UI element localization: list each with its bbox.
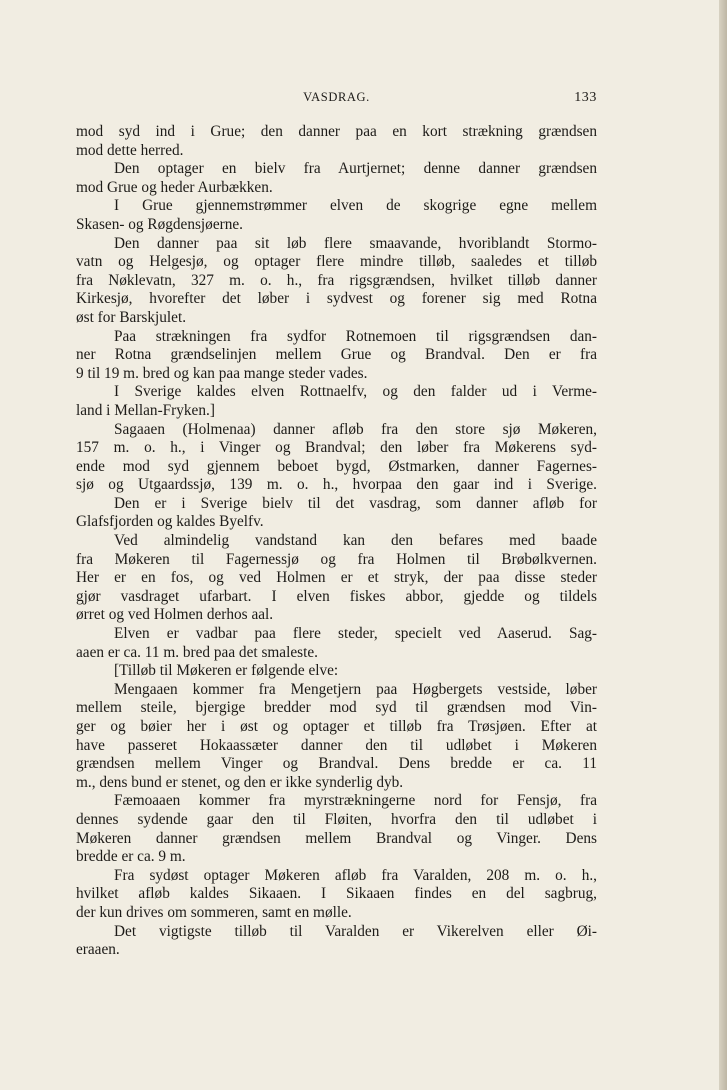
text-line: Den danner paa sit løb flere smaavande, hvoriblandt Stormo-	[114, 234, 597, 252]
text-line: hvilket afløb kaldes Sikaaen. I Sikaaen findes en del sagbrug,	[76, 885, 597, 903]
text-line: ner Rotna grændselinjen mellem Grue og Brandval. Den er fra	[76, 346, 597, 364]
text-line: eraaen.	[76, 941, 120, 959]
text-line: Fra sydøst optager Møkeren afløb fra Varalden, 208 m. o. h.,	[114, 866, 597, 884]
text-line: ger og bøier her i øst og optager et tilløb fra Trøsjøen. Efter at	[76, 718, 597, 735]
text-line: vatn og Helgesjø, og optager flere mindre tilløb, saaledes et tilløb	[76, 253, 597, 271]
text-line: Fæmoaaen kommer fra myrstrækningerne nord for Fensjø, fra	[114, 792, 597, 810]
text-line: Det vigtigste tilløb til Varalden er Vikerelven eller Øi-	[114, 922, 597, 940]
text-line: 157 m. o. h., i Vinger og Brandval; den løber fra Møkerens syd-	[76, 439, 597, 457]
text-line: [Tilløb til Møkeren er følgende elve:	[114, 662, 339, 680]
text-line: øst for Barskjulet.	[76, 308, 187, 326]
text-line: sjø og Utgaardssjø, 139 m. o. h., hvorpaa den gaar ind i Sverige.	[76, 476, 597, 494]
running-title: VASDRAG.	[303, 90, 370, 104]
text-line: mod syd ind i Grue; den danner paa en kort strækning grændsen	[76, 123, 597, 140]
text-line: 9 til 19 m. bred og kan paa mange steder vades.	[76, 364, 368, 382]
text-line: mellem steile, bjergige bredder mod syd til grændsen mod Vin-	[76, 699, 597, 717]
text-line: dennes sydende gaar den til Fløiten, hvorfra den til udløbet i	[76, 810, 597, 828]
text-line: grændsen mellem Vinger og Brandval. Dens bredde er ca. 11	[76, 755, 597, 773]
text-line: I Sverige kaldes elven Rottnaelfv, og den falder ud i Verme-	[114, 383, 597, 401]
text-line: land i Mellan-Fryken.]	[76, 401, 215, 419]
text-line: bredde er ca. 9 m.	[76, 848, 186, 866]
running-header	[76, 90, 597, 108]
text-line: gjør vasdraget ufarbart. I elven fiskes abbor, gjedde og tildels	[76, 587, 597, 605]
page-edge	[719, 0, 727, 1090]
text-line: ende mod syd gjennem beboet bygd, Østmarken, danner Fagernes-	[76, 457, 597, 475]
text-line: ørret og ved Holmen derhos aal.	[76, 606, 274, 624]
text-line: Elven er vadbar paa flere steder, specielt ved Aaserud. Sag-	[114, 625, 597, 643]
text-line: Sagaaen (Holmenaa) danner afløb fra den store sjø Møkeren,	[114, 420, 597, 438]
text-line: Møkeren danner grændsen mellem Brandval og Vinger. Dens	[76, 829, 597, 847]
page-number: 133	[574, 90, 597, 105]
text-line: fra Møkeren til Fagernessjø og fra Holmen til Brøbølkvernen.	[76, 550, 597, 568]
text-line: have passeret Hokaassæter danner den til udløbet i Møkeren	[76, 736, 597, 754]
text-line: Paa strækningen fra sydfor Rotnemoen til rigsgrændsen dan-	[114, 327, 597, 345]
text-line: Den optager en bielv fra Aurtjernet; denne danner grændsen	[114, 160, 597, 178]
text-line: m., dens bund er stenet, og den er ikke synderlig dyb.	[76, 773, 404, 791]
text-line: mod Grue og heder Aurbækken.	[76, 178, 273, 196]
text-line: Mengaaen kommer fra Mengetjern paa Høgbergets vestside, løber	[114, 680, 597, 698]
text-line: der kun drives om sommeren, samt en mølle.	[76, 903, 352, 921]
text-line: Glafsfjorden og kaldes Byelfv.	[76, 513, 264, 531]
text-line: I Grue gjennemstrømmer elven de skogrige egne mellem	[114, 197, 597, 215]
text-line: Den er i Sverige bielv til det vasdrag, som danner afløb for	[114, 494, 597, 512]
text-line: Ved almindelig vandstand kan den befares med baade	[114, 532, 597, 550]
text-line: mod dette herred.	[76, 141, 184, 159]
body-text	[76, 123, 597, 960]
text-line: fra Nøklevatn, 327 m. o. h., fra rigsgrændsen, hvilket tilløb danner	[76, 271, 597, 289]
text-line: Her er en fos, og ved Holmen er et stryk, der paa disse steder	[76, 569, 597, 587]
text-line: Kirkesjø, hvorefter det løber i sydvest og forener sig med Rotna	[76, 290, 597, 308]
text-line: aaen er ca. 11 m. bred paa det smaleste.	[76, 643, 318, 661]
text-line: Skasen- og Røgdensjøerne.	[76, 215, 243, 233]
